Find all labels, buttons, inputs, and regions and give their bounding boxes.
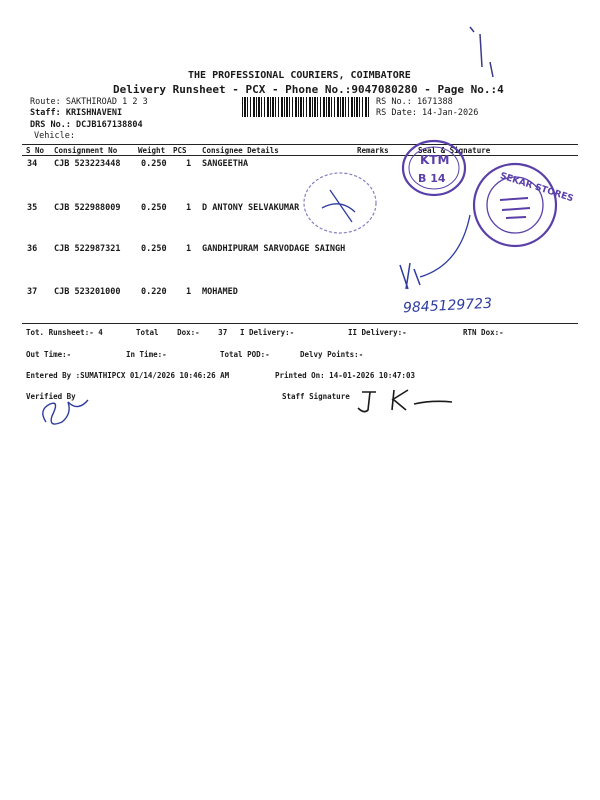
entered-by: Entered By :SUMATHIPCX 01/14/2026 10:46:26 AM — [26, 371, 230, 380]
handwritten-phone: 9845129723 — [402, 295, 493, 317]
row-sno: 37 — [27, 287, 38, 297]
out-time: Out Time:- — [26, 350, 72, 359]
total-dox: Total Dox:- 37 — [136, 328, 228, 337]
row-sno: 35 — [27, 203, 38, 213]
in-time: In Time:- — [126, 350, 167, 359]
ktm-stamp — [398, 136, 470, 200]
row-consignee: SANGEETHA — [202, 159, 249, 169]
staff-signature-label: Staff Signature — [282, 392, 350, 401]
pen-marks — [460, 22, 500, 92]
printed-on: Printed On: 14-01-2026 10:47:03 — [275, 371, 415, 380]
i-delivery: I Delivery:- — [240, 328, 295, 337]
rs-number: RS No.: 1671388 — [376, 97, 453, 107]
row-consignment: CJB 523201000 — [54, 287, 121, 297]
ktm-stamp-line1: KTM — [420, 153, 450, 167]
row-sno: 36 — [27, 244, 38, 254]
page-title: Delivery Runsheet - PCX - Phone No.:9047080280 - Page No.:4 — [113, 83, 504, 96]
col-header-seal-signature: Seal & Signature — [418, 146, 491, 155]
row-consignment: CJB 523223448 — [54, 159, 121, 169]
row-consignment: CJB 522987321 — [54, 244, 121, 254]
col-header-sno: S No — [26, 146, 45, 155]
ktm-stamp-line2: B 14 — [418, 172, 446, 185]
col-header-consignee: Consignee Details — [202, 146, 279, 155]
signature-scribble — [380, 205, 490, 305]
rtn-dox: RTN Dox:- — [463, 328, 504, 337]
row-sno: 34 — [27, 159, 38, 169]
row-consignment: CJB 522988009 — [54, 203, 121, 213]
row-weight: 0.250 — [141, 159, 167, 169]
row-weight: 0.250 — [141, 203, 167, 213]
company-title: THE PROFESSIONAL COURIERS, COIMBATORE — [188, 70, 411, 81]
row-pcs: 1 — [186, 287, 192, 297]
col-header-weight: Weight — [138, 146, 166, 155]
row-weight: 0.250 — [141, 244, 167, 254]
stores-stamp-text: SEKAR STORES — [498, 171, 575, 205]
row-pcs: 1 — [186, 203, 192, 213]
rs-date: RS Date: 14-Jan-2026 — [376, 108, 479, 118]
row-weight: 0.220 — [141, 287, 167, 297]
barcode — [242, 97, 370, 117]
drs-label: DRS No.: DCJB167138804 — [30, 120, 143, 130]
table-top-rule — [22, 144, 578, 145]
row-consignee: GANDHIPURAM SARVODAGE SAINGH — [202, 244, 346, 254]
faint-stores-stamp — [300, 168, 380, 238]
row-consignee: MOHAMED — [202, 287, 238, 297]
row-pcs: 1 — [186, 244, 192, 254]
total-runsheet: Tot. Runsheet:- 4 — [26, 328, 103, 337]
delvy-points: Delvy Points:- — [300, 350, 364, 359]
staff-label: Staff: KRISHNAVENI — [30, 108, 123, 118]
col-header-consignment: Consignment No — [54, 146, 118, 155]
verified-signature — [38, 392, 98, 432]
row-pcs: 1 — [186, 159, 192, 169]
total-pod: Total POD:- — [220, 350, 270, 359]
col-header-remarks: Remarks — [357, 146, 389, 155]
table-bottom-rule — [22, 323, 578, 324]
staff-signature — [352, 386, 472, 416]
verified-by: Verified By — [26, 392, 76, 401]
ii-delivery: II Delivery:- — [348, 328, 407, 337]
col-header-pcs: PCS — [173, 146, 187, 155]
row-consignee: D ANTONY SELVAKUMAR — [202, 203, 300, 213]
vehicle-label: Vehicle: — [34, 131, 75, 141]
route-label: Route: SAKTHIROAD 1 2 3 — [30, 97, 148, 107]
table-header-rule — [22, 155, 578, 156]
